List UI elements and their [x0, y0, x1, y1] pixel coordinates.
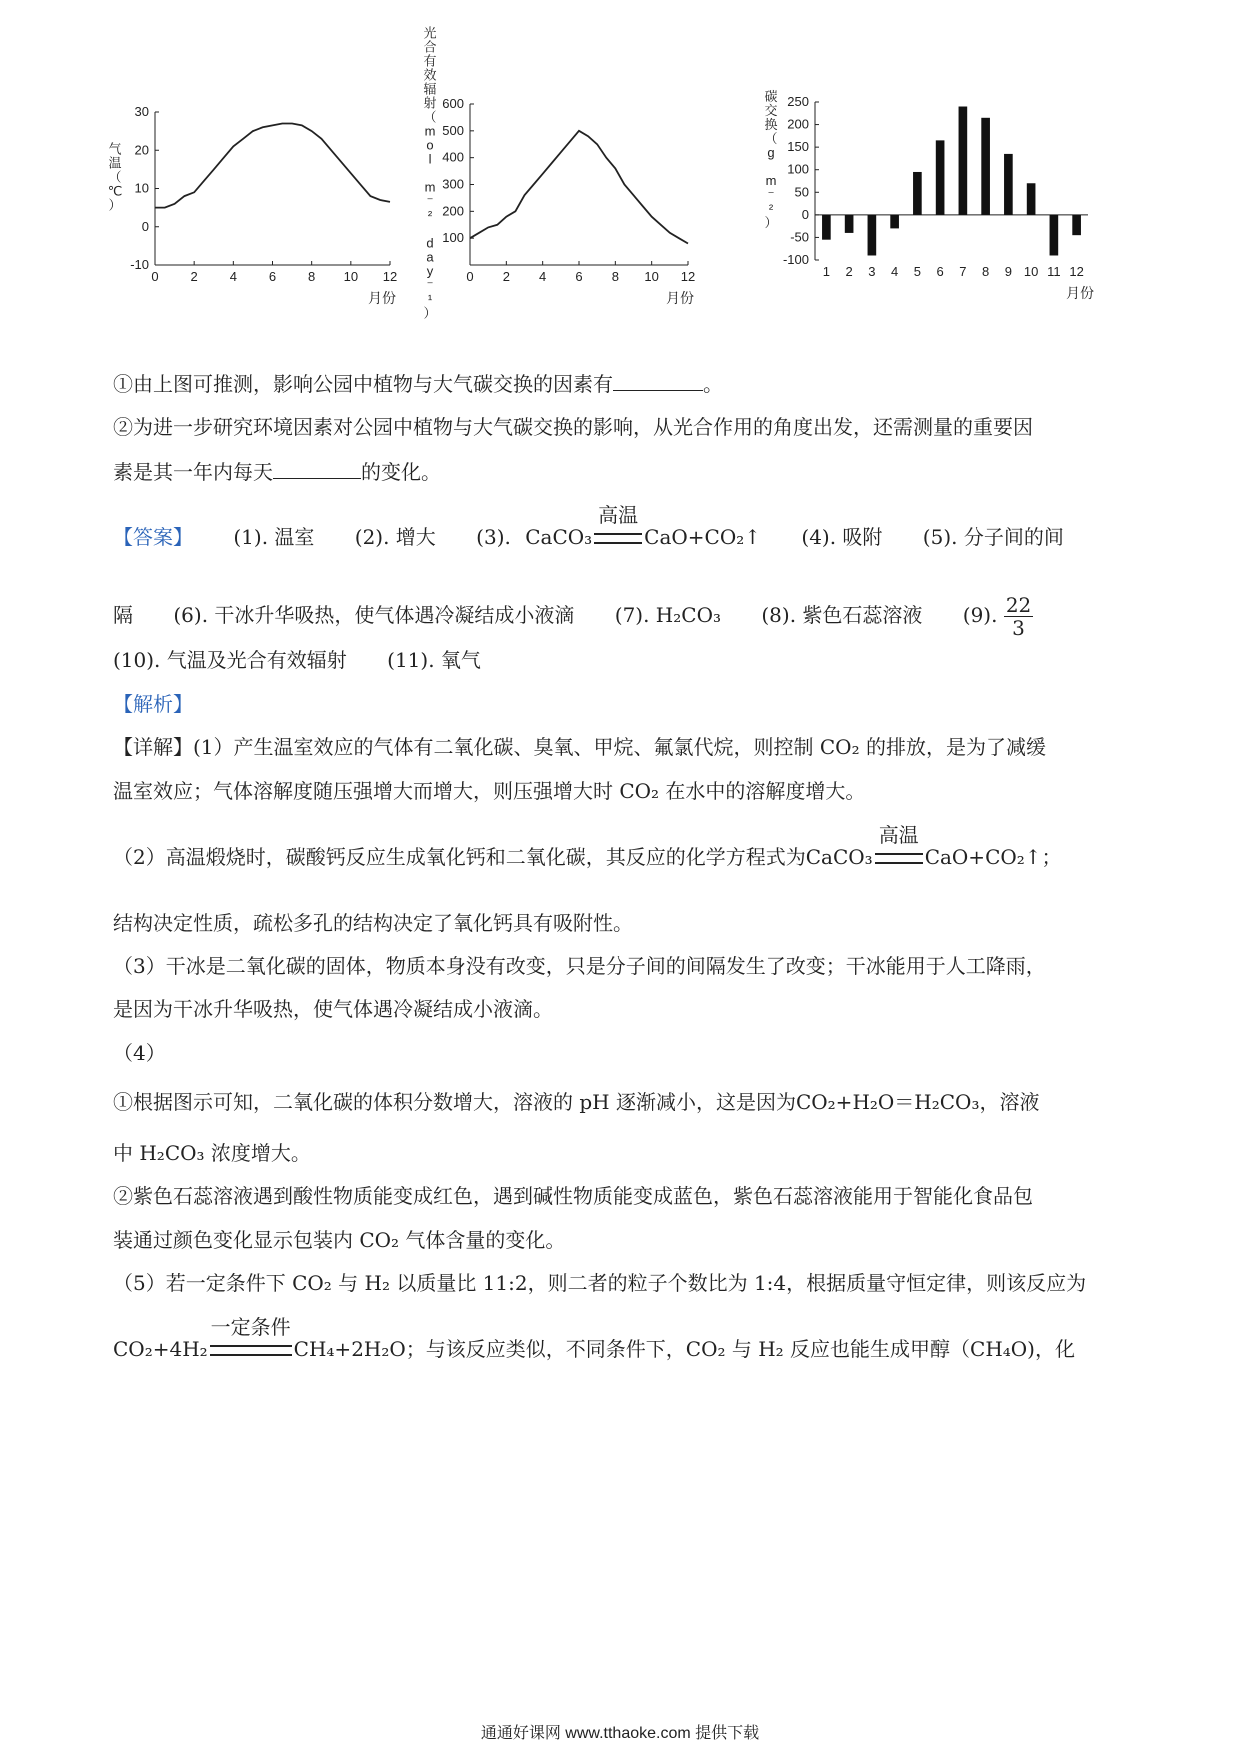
q2-end: 的变化。	[361, 460, 441, 484]
question-2-line-1	[113, 412, 1133, 442]
x-tick-label: 6	[268, 269, 277, 284]
y-axis-label-char: ⁻	[426, 277, 434, 293]
q1-end: 。	[703, 372, 723, 396]
answer-label: 【答案】	[113, 525, 193, 549]
x-tick-label: 0	[151, 269, 159, 284]
y-tick-label: 0	[141, 218, 149, 234]
explain-1a: 【详解】(1）产生温室效应的气体有二氧化碳、臭氧、甲烷、氟氯代烷，则控制 CO₂ 的排放，是为了减缓	[113, 735, 1046, 759]
y-axis-label-char: （	[764, 131, 778, 146]
y-axis-label-char: d	[426, 235, 434, 251]
explain-2a-text: （2）高温煅烧时，碳酸钙反应生成氧化钙和二氧化碳，其反应的化学方程式为	[113, 845, 806, 869]
explain-4b: 中 H₂CO₃ 浓度增大。	[113, 1141, 311, 1165]
y-tick-label: 400	[442, 149, 464, 165]
y-axis-label-char: 光	[423, 25, 437, 41]
y-tick-label: 200	[442, 203, 464, 219]
bar	[913, 172, 922, 215]
bar	[1050, 215, 1059, 256]
fraction-numerator: 22	[1005, 593, 1032, 617]
explain-6a: （5）若一定条件下 CO₂ 与 H₂ 以质量比 11:2，则二者的粒子个数比为 1:4，根据质量守恒定律，则该反应为	[113, 1271, 1087, 1295]
radiation-chart	[423, 25, 740, 321]
answer-5-cont: 隔	[113, 603, 133, 627]
x-tick-label: 12	[382, 269, 398, 284]
x-tick-label: 3	[868, 264, 876, 279]
bar	[959, 107, 968, 215]
question-1	[113, 368, 1133, 399]
page-footer: 通通好课网 www.tthaoke.com 提供下载	[480, 1725, 760, 1742]
explain-5b: 装通过颜色变化显示包装内 CO₂ 气体含量的变化。	[113, 1228, 566, 1252]
y-tick-label: 50	[794, 184, 809, 200]
answer-line-1	[113, 503, 1133, 552]
x-tick-label: 8	[611, 269, 619, 284]
series-line	[470, 131, 688, 244]
answer-2: (2). 增大	[354, 525, 436, 549]
y-axis-label-char: l	[428, 151, 432, 167]
y-axis-label-char: 碳	[764, 89, 778, 104]
y-axis-label-char: 气	[108, 141, 122, 157]
y-axis-label-char: g	[767, 145, 775, 160]
answer-blank	[273, 456, 361, 479]
y-tick-label: -50	[790, 229, 809, 245]
x-tick-label: 8	[308, 269, 316, 284]
explain-2b: 结构决定性质，疏松多孔的结构决定了氧化钙具有吸附性。	[113, 911, 633, 935]
x-tick-label: 6	[575, 269, 583, 284]
x-tick-label: 4	[891, 264, 899, 279]
y-axis-label-char: 射	[423, 95, 437, 111]
eq-condition: 高温	[878, 823, 919, 847]
bar	[822, 215, 831, 240]
x-tick-label: 1	[822, 264, 830, 279]
bar	[868, 215, 877, 256]
bar	[1004, 154, 1013, 215]
eq-right: CaO+CO₂↑	[644, 525, 762, 549]
explain-6b	[113, 1315, 1133, 1364]
x-tick-label: 9	[1004, 264, 1012, 279]
x-tick-label: 2	[190, 269, 198, 284]
y-axis-label-char: 换	[764, 117, 778, 132]
y-tick-label: 10	[134, 180, 149, 196]
y-tick-label: -100	[782, 252, 809, 267]
x-tick-label: 6	[936, 264, 944, 279]
explain-3b: 是因为干冰升华吸热，使气体遇冷凝结成小液滴。	[113, 997, 553, 1021]
x-tick-label: 2	[845, 264, 853, 279]
explain-1b: 温室效应；气体溶解度随压强增大而增大，则压强增大时 CO₂ 在水中的溶解度增大。	[113, 779, 866, 803]
answer-10: (10). 气温及光合有效辐射	[113, 648, 347, 672]
eq-condition: 高温	[598, 503, 639, 527]
eq-right: CaO+CO₂↑	[924, 845, 1042, 869]
y-tick-label: 600	[442, 96, 464, 111]
y-axis-label-char: ⁻	[426, 193, 434, 209]
decomposition-equation	[525, 503, 762, 552]
y-tick-label: 500	[442, 122, 464, 138]
decomposition-equation-2	[805, 823, 1042, 872]
answer-line-3	[113, 645, 1133, 675]
y-axis-label-char: m	[424, 123, 436, 139]
y-axis-label-char: ℃	[107, 183, 123, 199]
answer-3-prefix: (3).	[476, 525, 511, 549]
fraction-denominator: 3	[1012, 616, 1025, 640]
y-tick-label: 200	[787, 116, 809, 132]
x-tick-label: 11	[1047, 264, 1061, 279]
bar	[845, 215, 854, 233]
explain-4a-text: ①根据图示可知，二氧化碳的体积分数增大，溶液的 pH 逐渐减小，这是因为	[113, 1090, 796, 1114]
y-tick-label: 250	[787, 94, 809, 109]
q1-text: ①由上图可推测，影响公园中植物与大气碳交换的因素有	[113, 372, 613, 396]
explain-4a-end: ，溶液	[979, 1090, 1040, 1114]
answer-1: (1). 温室	[233, 525, 315, 549]
answer-4: (4). 吸附	[801, 525, 883, 549]
q2-text-b: 素是其一年内每天	[113, 460, 273, 484]
carbonic-acid-equation: CO₂+H₂O＝H₂CO₃	[795, 1090, 980, 1114]
explain-4-heading: （4）	[113, 1041, 166, 1065]
y-tick-label: 150	[787, 139, 809, 155]
y-axis-label	[423, 26, 436, 321]
x-tick-label: 10	[644, 269, 659, 284]
carbon-exchange-chart	[764, 89, 1100, 315]
explain-5a: ②紫色石蕊溶液遇到酸性物质能变成红色，遇到碱性物质能变成蓝色，紫色石蕊溶液能用于智能化食品包	[113, 1184, 1033, 1208]
temperature-chart	[107, 100, 410, 315]
answer-9-fraction	[1004, 594, 1033, 639]
bar	[890, 215, 899, 229]
y-tick-label: 100	[442, 230, 464, 246]
methanation-equation	[113, 1315, 406, 1364]
y-axis-label-char: 交	[764, 103, 778, 118]
y-axis-label-char: （	[108, 169, 122, 185]
y-axis-label-char: m	[765, 173, 777, 188]
y-axis-label-char: （	[423, 109, 437, 125]
answer-9-prefix: (9).	[962, 603, 998, 627]
x-tick-label: 10	[1023, 264, 1039, 279]
eq-left: CaCO₃	[525, 525, 593, 549]
answer-5: (5). 分子间的间	[922, 525, 1064, 549]
x-tick-label: 0	[466, 269, 474, 284]
y-axis-label-char: ¹	[427, 291, 433, 307]
charts-row	[107, 25, 1150, 360]
explain-2a	[113, 823, 1133, 872]
explain-4a	[113, 1087, 1133, 1117]
eq-condition: 一定条件	[210, 1315, 291, 1339]
x-tick-label: 7	[959, 264, 967, 279]
explain-2a-end: ；	[1041, 845, 1062, 869]
y-axis-label-char: a	[426, 249, 434, 265]
y-axis-label-char: 有	[423, 53, 437, 69]
y-axis-label-char: y	[426, 263, 434, 279]
x-tick-label: 5	[913, 264, 921, 279]
x-tick-label: 2	[502, 269, 510, 284]
answer-8: (8). 紫色石蕊溶液	[761, 603, 923, 627]
y-axis-label	[108, 142, 123, 213]
y-axis-label-char: 效	[423, 67, 437, 83]
eq-left: CO₂+4H₂	[113, 1337, 208, 1361]
answer-7: (7). H₂CO₃	[614, 603, 721, 627]
question-2-line-2	[113, 456, 1133, 487]
y-tick-label: 20	[134, 142, 149, 158]
series-line	[155, 124, 390, 208]
analysis-label: 【解析】	[113, 692, 193, 716]
explain-6b-text: ；与该反应类似，不同条件下，CO₂ 与 H₂ 反应也能生成甲醇（CH₄O)，化	[405, 1337, 1075, 1361]
y-axis-label-char: o	[426, 137, 434, 153]
y-tick-label: 300	[442, 176, 464, 192]
bar	[981, 118, 990, 215]
y-tick-label: -10	[130, 257, 149, 272]
eq-left: CaCO₃	[805, 845, 873, 869]
x-axis-label: 月份	[368, 290, 396, 306]
y-axis-label-char: ²	[427, 207, 433, 223]
y-tick-label: 30	[134, 104, 149, 119]
bar	[936, 140, 945, 214]
x-tick-label: 10	[343, 269, 359, 284]
y-axis-label-char: ⁻	[767, 187, 775, 202]
bar	[1027, 183, 1036, 215]
y-axis-label-char: ）	[423, 305, 437, 321]
q2-text-a: ②为进一步研究环境因素对公园中植物与大气碳交换的影响，从光合作用的角度出发，还需测量的重要因	[113, 415, 1033, 439]
y-axis-label-char: 辐	[423, 81, 437, 97]
y-axis-label-char: ）	[764, 215, 778, 230]
x-tick-label: 12	[1069, 264, 1084, 279]
y-axis-label-char: 温	[108, 155, 122, 171]
x-tick-label: 4	[539, 269, 547, 284]
eq-right: CH₄+2H₂O	[293, 1337, 406, 1361]
answer-line-2	[113, 594, 1133, 639]
y-axis-label-char: ²	[768, 201, 774, 216]
y-axis-label-char: m	[424, 179, 436, 195]
x-tick-label: 8	[982, 264, 990, 279]
y-axis-label-char: ）	[108, 197, 122, 213]
x-axis-label: 月份	[666, 290, 694, 306]
x-axis-label: 月份	[1066, 285, 1094, 301]
y-tick-label: 100	[787, 161, 809, 177]
y-axis-label-char: 合	[423, 39, 437, 55]
bar	[1072, 215, 1081, 235]
y-axis-label	[764, 89, 777, 230]
explain-3a: （3）干冰是二氧化碳的固体，物质本身没有改变，只是分子间的间隔发生了改变；干冰能用于人工降雨，	[113, 954, 1046, 978]
answer-11: (11). 氧气	[387, 648, 481, 672]
answer-6: (6). 干冰升华吸热，使气体遇冷凝结成小液滴	[173, 603, 575, 627]
x-tick-label: 12	[680, 269, 696, 284]
x-tick-label: 4	[229, 269, 237, 284]
y-tick-label: 0	[801, 206, 809, 222]
answer-blank	[613, 368, 703, 391]
